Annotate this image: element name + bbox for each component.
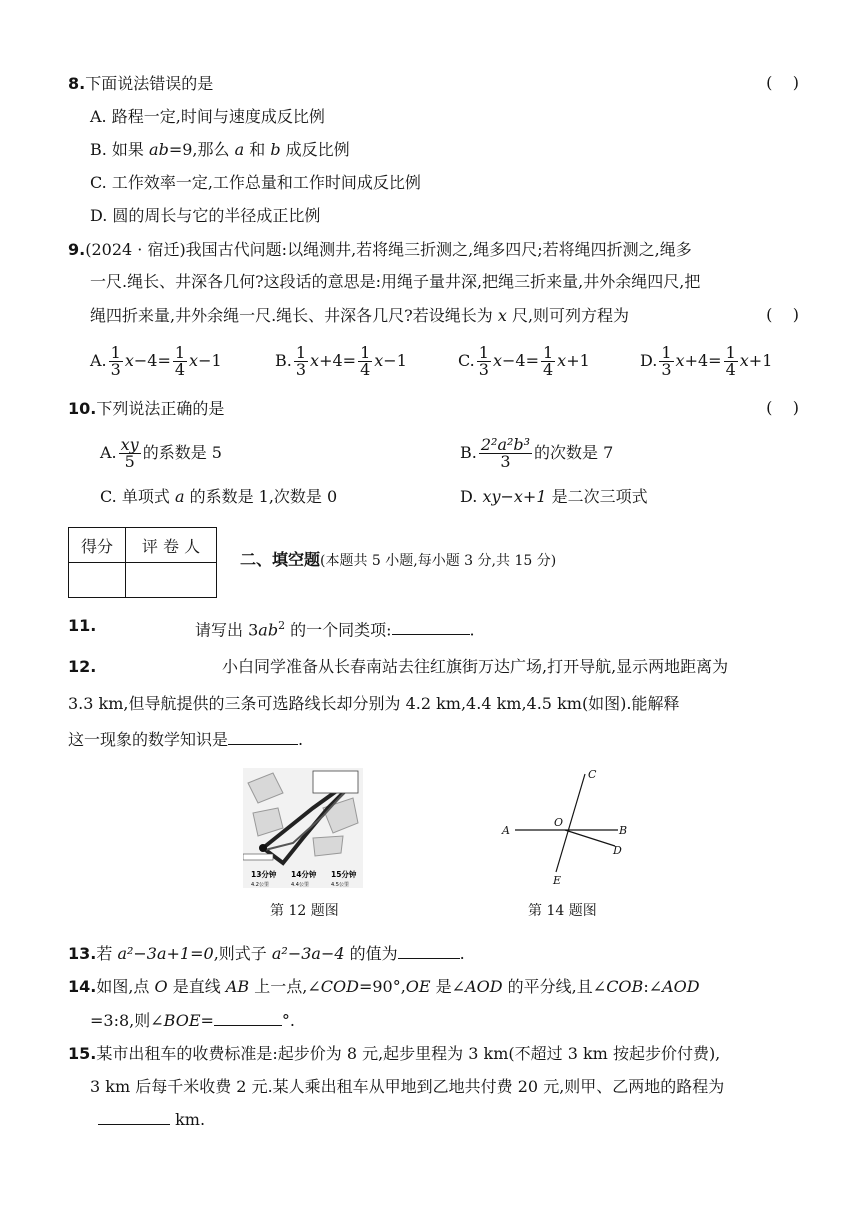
fig14-caption: 第 14 题图 <box>528 903 597 919</box>
score-header: 得分 <box>69 528 126 563</box>
q13-answer-blank <box>398 958 460 959</box>
q15-number: 15. <box>68 1044 97 1063</box>
label-b: B <box>619 824 628 837</box>
route-time-1: 13分钟 <box>251 870 277 879</box>
q11-text: 请写出 $3ab^2$ 的一个同类项: . <box>195 619 475 640</box>
ray-od <box>565 830 615 846</box>
q9-option-c: C. $\frac{1}{3}$ x−4= $\frac{1}{4}$ x+1 <box>458 343 590 379</box>
q15-line2: 3 km 后每千米收费 2 元.某人乘出租车从甲地到乙地共付费 20 元,则甲、乙两地的路程为 <box>90 1077 725 1096</box>
q10-answer-paren: ( ) <box>766 398 799 417</box>
q8-text: 下面说法错误的是 <box>85 74 214 93</box>
route-dist-1: 4.2公里 <box>251 882 269 888</box>
q15-line1: 15.某市出租车的收费标准是:起步价为 8 元,起步里程为 3 km(不超过 3 km 按起步价付费), <box>68 1044 721 1063</box>
q12-line3: 这一现象的数学知识是 . <box>68 730 304 749</box>
q9-answer-paren: ( ) <box>766 305 799 324</box>
route-time-2: 14分钟 <box>291 870 317 879</box>
q13-text: 13.若 a²−3a+1=0,则式子 a²−3a−4 的值为 . <box>68 944 465 963</box>
q15-answer-blank <box>98 1124 170 1125</box>
q14-line1: 14.如图,点 O 是直线 AB 上一点,∠COD=90°,OE 是∠AOD 的平分线,且∠COB:∠AOD <box>68 977 700 996</box>
q12-line1: 小白同学准备从长春南站去往红旗街万达广场,打开导航,显示两地距离为 <box>222 657 729 676</box>
map-destination-label <box>313 771 358 793</box>
q13-number: 13. <box>68 944 97 963</box>
q9-line1: 9.(2024 · 宿迁)我国古代问题:以绳测井,若将绳三折测之,绳多四尺;若将绳四折测之,绳多 <box>68 240 692 259</box>
q14-line2: =3:8,则∠BOE= °. <box>90 1011 296 1030</box>
label-c: C <box>588 768 597 781</box>
q8-number: 8. <box>68 74 86 93</box>
q11-number: 11. <box>68 616 97 635</box>
map-origin-marker <box>259 844 267 852</box>
q9-number: 9. <box>68 240 86 259</box>
route-time-3: 15分钟 <box>331 870 357 879</box>
label-d: D <box>613 844 622 857</box>
label-o: O <box>554 816 564 829</box>
label-a: A <box>502 824 510 837</box>
score-table <box>68 527 217 598</box>
q8-option-a: A. 路程一定,时间与速度成反比例 <box>90 107 325 126</box>
q12-map-figure <box>243 768 363 888</box>
q9-option-b: B. $\frac{1}{3}$ x+4= $\frac{1}{4}$ x−1 <box>275 343 407 379</box>
q10-option-c: C. 单项式 a 的系数是 1,次数是 0 <box>100 487 338 506</box>
q8-stem <box>68 73 213 95</box>
q10-option-b: B. $\frac{\text{2²a²b³}}{3}$ 的次数是 7 <box>460 435 614 471</box>
score-cell <box>69 563 126 598</box>
section-2-heading: 二、填空题(本题共 5 小题,每小题 3 分,共 15 分) <box>240 550 557 569</box>
q9-option-a: A. $\frac{1}{3}$ x−4= $\frac{1}{4}$ x−1 <box>90 343 222 379</box>
q9-line2: 一尺.绳长、井深各几何?这段话的意思是:用绳子量井深,把绳三折来量,井外余绳四尺,把 <box>90 272 701 291</box>
q12-number: 12. <box>68 657 97 676</box>
q15-line3: km. <box>98 1109 205 1131</box>
q8-option-d: D. 圆的周长与它的半径成正比例 <box>90 206 321 225</box>
q11-answer-blank <box>392 634 470 635</box>
grader-cell <box>126 563 217 598</box>
route-dist-2: 4.4公里 <box>291 882 309 888</box>
fig12-caption: 第 12 题图 <box>270 903 339 919</box>
q8-option-b: B. 如果 ab=9,那么 a 和 b 成反比例 <box>90 140 350 159</box>
q14-answer-blank <box>214 1025 282 1026</box>
q14-geometry-figure <box>500 764 640 894</box>
q10-number: 10. <box>68 399 97 418</box>
q8-option-c: C. 工作效率一定,工作总量和工作时间成反比例 <box>90 173 421 192</box>
q8-answer-paren: ( ) <box>766 73 799 92</box>
q14-number: 14. <box>68 977 97 996</box>
grader-header: 评 卷 人 <box>126 528 217 563</box>
q9-line3: 绳四折来量,井外余绳一尺.绳长、井深各几尺?若设绳长为 x 尺,则可列方程为 <box>90 306 630 325</box>
q10-option-a: A. $\frac{xy}{5}$ 的系数是 5 <box>100 435 222 471</box>
q10-option-d: D. xy−x+1 是二次三项式 <box>460 487 648 506</box>
q12-answer-blank <box>228 744 298 745</box>
map-origin-label <box>243 854 273 860</box>
q9-option-d: D. $\frac{1}{3}$ x+4= $\frac{1}{4}$ x+1 <box>640 343 773 379</box>
route-dist-3: 4.5公里 <box>331 882 349 888</box>
q10-stem: 10.下列说法正确的是 <box>68 399 225 418</box>
map-block <box>313 836 343 856</box>
label-e: E <box>553 874 562 887</box>
q12-line2: 3.3 km,但导航提供的三条可选路线长却分别为 4.2 km,4.4 km,4.5 km(如图).能解释 <box>68 694 680 713</box>
